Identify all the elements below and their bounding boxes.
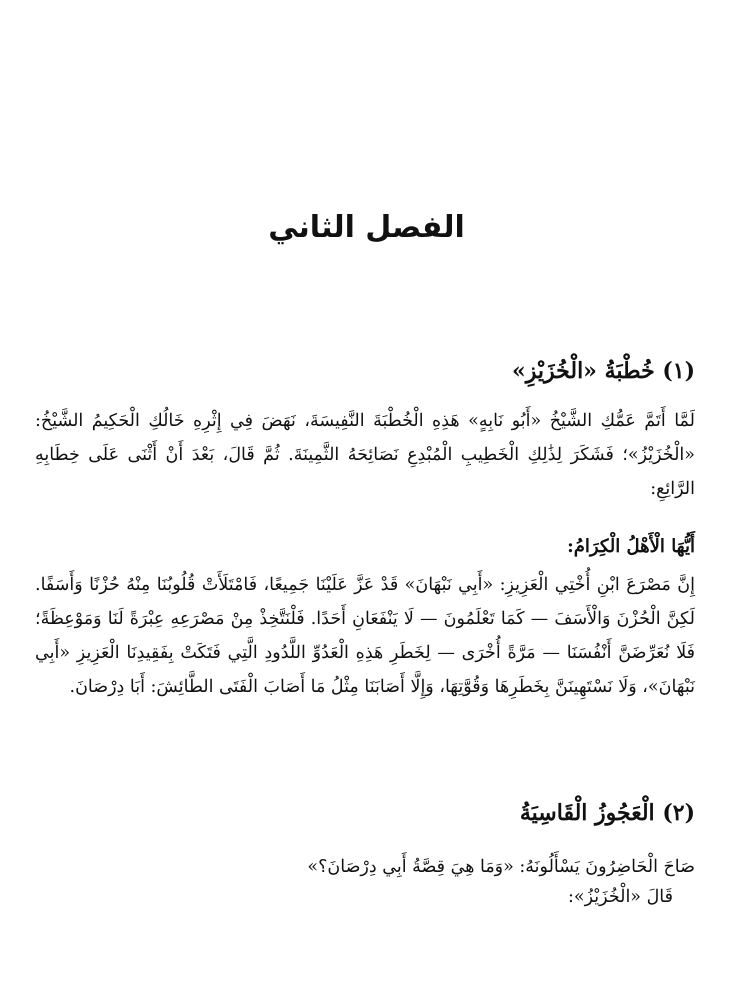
dialogue-line-question: صَاحَ الْحَاضِرُونَ يَسْأَلُونَهُ: «وَمَا هِيَ قِصَّةُ أَبِي دِرْصَانَ؟» [307, 857, 695, 877]
speech-address: أَيُّهَا الْأَهْلُ الْكِرَامُ: [567, 536, 695, 557]
dialogue-line-answer: قَالَ «الْخُزَيْزُ»: [568, 887, 673, 907]
speech-paragraph: إِنَّ مَصْرَعَ ابْنِ أُخْتِي الْعَزِيزِ: «أَبِي نَبْهَانَ» قَدْ عَزَّ عَلَيْنَا جَمِيعًا، فَامْتَلَأَتْ قُلُوبُنَا مِنْهُ حُزْنًا وَأَسَفًا. لَكِنَّ الْحُزْنَ وَالْأَسَفَ — كَمَا تَعْلَمُونَ — لَا يَنْفَعَانِ أَحَدًا. فَلْنَتَّخِذْ مِنْ مَصْرَعِهِ عِبْرَةً لَنَا وَمَوْعِظَةً؛ فَلَا نُعَرِّضَنَّ أَنْفُسَنَا — مَرَّةً أُخْرَى — لِخَطَرِ هَذِهِ الْعَدُوِّ اللَّدُودِ الَّتِي فَتَكَتْ بِفَقِيدِنَا الْعَزِيزِ «أَبِي نَبْهَانَ»، وَلَا نَسْتَهِينَنَّ بِخَطَرِهَا وَقُوَّتِهَا، وَإِلَّا أَصَابَنَا مِثْلُ مَا أَصَابَ الْفَتَى الطَّائِشَ: أَبَا دِرْصَانَ. [35, 575, 695, 697]
chapter-title: الفصل الثاني [268, 210, 465, 245]
section-heading-1: (١) خُطْبَةُ «الْخُزَيْزِ» [512, 358, 695, 384]
intro-paragraph: لَمَّا أَتَمَّ عَمُّكِ الشَّيْخُ «أَبُو نَابِهٍ» هَذِهِ الْخُطْبَةَ النَّفِيسَةَ، نَهَضَ فِي إِثْرِهِ خَالُكِ الْحَكِيمُ الشَّيْخُ: «الْخُزَيْزُ»؛ فَشَكَرَ لِذَٰلِكِ الْخَطِيبِ الْمُبْدِعِ نَصَائِحَهُ الثَّمِينَةَ. ثُمَّ قَالَ، بَعْدَ أَنْ أَثْنَى عَلَى خِطَابِهِ الرَّائِعِ: [35, 411, 695, 499]
section-heading-2: (٢) الْعَجُوزُ الْقَاسِيَةُ [519, 800, 695, 826]
